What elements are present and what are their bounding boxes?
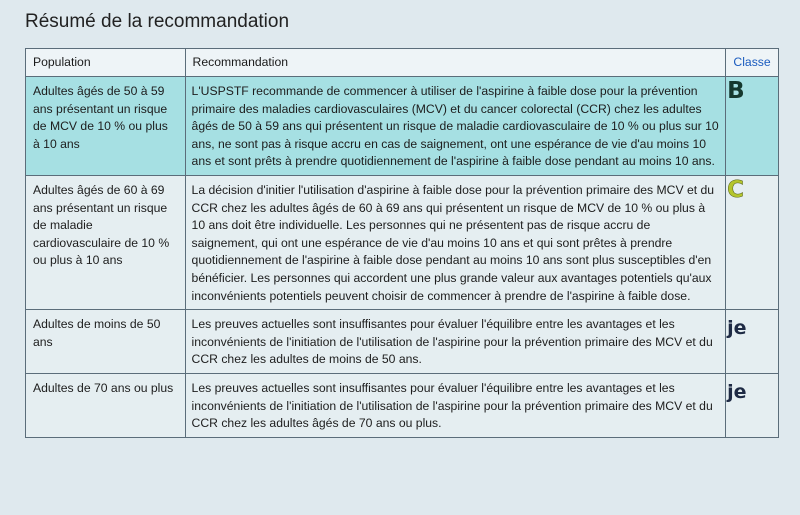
population-cell: Adultes de moins de 50 ans [26, 310, 186, 374]
table-row [26, 310, 779, 374]
table-row [26, 77, 779, 176]
table-row [26, 373, 779, 437]
recommendation-cell: Les preuves actuelles sont insuffisantes pour évaluer l'équilibre entre les avantages et les inconvénients de l'initiation de l'utilisation de l'aspirine pour la prévention primaire des MCV et du CCR chez les adultes de moins de 50 ans. [185, 310, 726, 374]
header-population: Population [26, 49, 186, 77]
page-title: Résumé de la recommandation [25, 11, 290, 32]
grade-cell [726, 310, 779, 374]
grade-cell [726, 175, 779, 309]
recommendation-cell: L'USPSTF recommande de commencer à utiliser de l'aspirine à faible dose pour la prévention primaire des maladies cardiovasculaires (MCV) et du cancer colorectal (CCR) chez les adultes âgés de 50 à 59 ans qui présentent un risque de maladie cardiovasculaire de 10 % ou plus sur 10 ans, ne sont pas à risque accru en cas de saignement, ont une espérance de vie d'au moins 10 ans et sont prêts à prendre quotidiennement de l'aspirine à faible dose pendant au moins 10 ans. [185, 77, 726, 176]
population-cell: Adultes de 70 ans ou plus [26, 373, 186, 437]
recommendation-cell: Les preuves actuelles sont insuffisantes pour évaluer l'équilibre entre les avantages et les inconvénients de l'initiation de l'utilisation de l'aspirine pour la prévention primaire des MCV et du CCR chez les adultes âgés de 70 ans ou plus. [185, 373, 726, 437]
population-cell: Adultes âgés de 50 à 59 ans présentant un risque de MCV de 10 % ou plus à 10 ans [26, 77, 186, 176]
header-recommendation: Recommandation [185, 49, 726, 77]
grade-badge: je [727, 380, 747, 403]
grade-badge: B [727, 78, 745, 104]
recommendation-cell: La décision d'initier l'utilisation d'aspirine à faible dose pour la prévention primaire des MCV et du CCR chez les adultes âgés de 60 à 69 ans qui présentent un risque de MCV de 10 % ou plus à 10 ans doit être individuelle. Les personnes qui ne présentent pas de risque accru de saignement, qui ont une espérance de vie d'au moins 10 ans et qui sont prêtes à prendre quotidiennement de l'aspirine à faible dose pendant au moins 10 ans sont plus susceptibles d'en bénéficier. Les personnes qui accordent une plus grande valeur aux avantages potentiels qu'aux inconvénients potentiels peuvent choisir de commencer à prendre de l'aspirine à faible dose. [185, 175, 726, 309]
grade-cell [726, 77, 779, 176]
table-header-row [26, 49, 779, 77]
grade-badge: C [727, 176, 744, 203]
grade-badge: je [727, 317, 747, 340]
header-grade-link[interactable]: Classe [726, 49, 779, 77]
table-row [26, 175, 779, 309]
grade-cell [726, 373, 779, 437]
recommendation-table [25, 48, 779, 438]
population-cell: Adultes âgés de 60 à 69 ans présentant un risque de maladie cardiovasculaire de 10 % ou plus à 10 ans [26, 175, 186, 309]
